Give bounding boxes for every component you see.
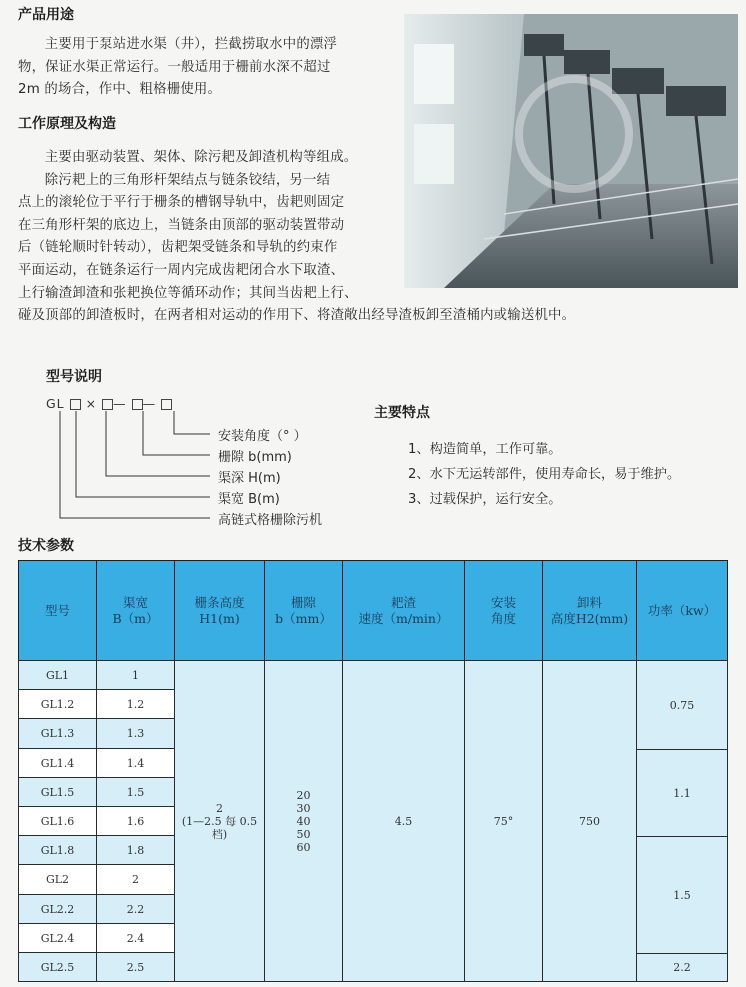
model-cell: GL2 — [18, 864, 97, 895]
width-cell: 1.6 — [96, 806, 175, 836]
header-power: 功率（kw） — [636, 560, 728, 661]
model-cell: GL1.5 — [18, 777, 97, 807]
width-cell: 2.4 — [96, 923, 175, 953]
principle-line: 除污耙上的三角形杆架结点与链条铰结，另一结 — [44, 172, 331, 188]
model-cell: GL1.2 — [18, 689, 97, 719]
model-cell: GL2.2 — [18, 894, 97, 924]
features-heading: 主要特点 — [374, 405, 430, 421]
header-speed: 耙渣 速度（m/min） — [342, 560, 465, 661]
diagram-label-gap: 栅隙 b(mm) — [218, 450, 292, 465]
specs-heading: 技术参数 — [18, 538, 74, 554]
model-cell: GL1 — [18, 660, 97, 690]
header-angle: 安装 角度 — [464, 560, 543, 661]
width-cell: 1.4 — [96, 748, 175, 778]
product-photo — [404, 14, 738, 288]
feature-item: 1、构造简单，工作可靠。 — [408, 442, 562, 457]
model-cell: GL1.4 — [18, 748, 97, 778]
header-discharge: 卸料 高度H2(mm) — [542, 560, 637, 661]
bar-height-cell: 2 (1—2.5 每 0.5 档) — [174, 660, 265, 982]
principle-line: 上行输渣卸渣和张耙换位等循环动作；其间当齿耙上行、 — [18, 285, 358, 301]
feature-item: 3、过载保护，运行安全。 — [408, 492, 562, 507]
width-cell: 2.2 — [96, 894, 175, 924]
power-cell: 0.75 — [636, 660, 728, 750]
width-cell: 1 — [96, 660, 175, 690]
width-cell: 1.2 — [96, 689, 175, 719]
header-width: 渠宽 B（m） — [96, 560, 175, 661]
header-bar-height: 栅条高度 H1(m) — [174, 560, 265, 661]
width-cell: 2 — [96, 864, 175, 895]
width-cell: 1.5 — [96, 777, 175, 807]
model-dash: — — [113, 396, 127, 411]
principle-line: 碰及顶部的卸渣板时，在两者相对运动的作用下、将渣敞出经导渣板卸至渣桶内或输送机中。 — [18, 308, 576, 324]
model-heading: 型号说明 — [46, 369, 102, 385]
model-cell: GL1.3 — [18, 718, 97, 749]
diagram-label-depth: 渠深 H(m) — [218, 471, 281, 486]
angle-cell: 75° — [464, 660, 543, 982]
header-model: 型号 — [18, 560, 97, 661]
usage-line: 2m 的场合，作中、粗格栅使用。 — [18, 82, 222, 98]
model-times: × — [85, 396, 98, 411]
specs-table — [18, 560, 728, 982]
model-cell: GL1.6 — [18, 806, 97, 836]
usage-line: 主要用于泵站进水渠（井），拦截捞取水中的漂浮 — [44, 37, 338, 52]
power-cell: 2.2 — [636, 953, 728, 982]
model-cell: GL2.4 — [18, 923, 97, 953]
principle-line: 后（链轮顺时针转动），齿耙架受链条和导轨的约束作 — [18, 240, 338, 256]
usage-heading: 产品用途 — [18, 7, 74, 23]
gap-cell: 20 30 40 50 60 — [264, 660, 343, 982]
pump-station-photo-illustration — [404, 14, 738, 288]
model-cell: GL2.5 — [18, 952, 97, 982]
diagram-label-width: 渠宽 B(m) — [218, 492, 280, 507]
usage-text — [18, 34, 400, 102]
model-dash: — — [142, 396, 157, 411]
principle-line: 点上的滚轮位于平行于栅条的槽钢导轨中，齿耙则固定 — [18, 195, 345, 211]
model-cell: GL1.8 — [18, 835, 97, 865]
feature-item: 2、水下无运转部件，使用寿命长，易于维护。 — [408, 467, 681, 482]
principle-heading: 工作原理及构造 — [18, 116, 116, 132]
width-cell: 1.8 — [96, 835, 175, 865]
discharge-cell: 750 — [542, 660, 637, 982]
model-prefix: GL — [46, 396, 65, 411]
header-gap: 栅隙 b（mm） — [264, 560, 343, 661]
model-diagram-lines — [40, 408, 230, 528]
power-cell: 1.1 — [636, 749, 728, 837]
width-cell: 2.5 — [96, 952, 175, 982]
principle-line: 在三角形杆架的底边上，当链条由顶部的驱动装置带动 — [18, 217, 345, 233]
diagram-label-angle: 安装角度（° ） — [218, 429, 307, 444]
power-cell: 1.5 — [636, 836, 728, 954]
width-cell: 1.3 — [96, 718, 175, 749]
principle-line: 平面运动，在链条运行一周内完成齿耙闭合水下取渣、 — [18, 262, 345, 278]
principle-line: 主要由驱动装置、架体、除污耙及卸渣机构等组成。 — [44, 150, 358, 165]
speed-cell: 4.5 — [342, 660, 465, 982]
diagram-label-name: 高链式格栅除污机 — [218, 513, 323, 528]
usage-line: 物，保证水渠正常运行。一般适用于栅前水深不超过 — [18, 59, 331, 75]
